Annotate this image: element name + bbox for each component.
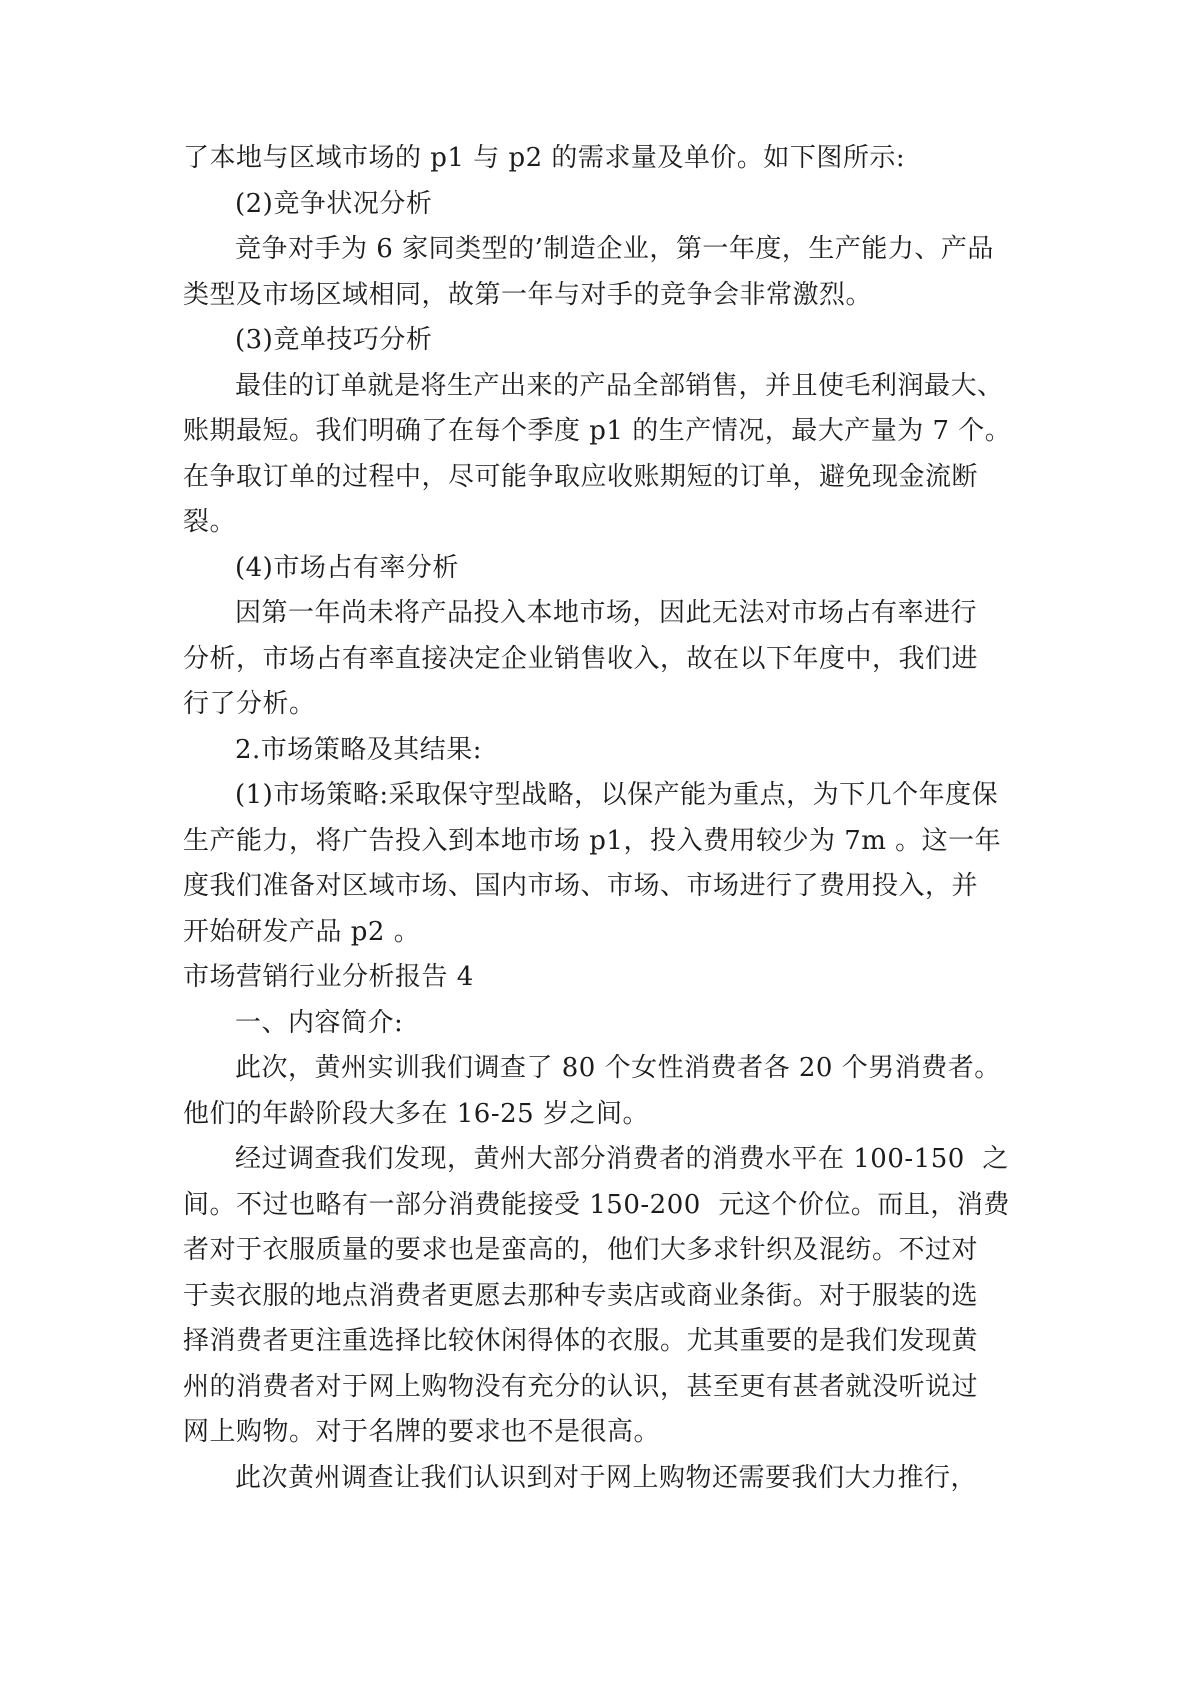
text-line: 州的消费者对于网上购物没有充分的认识，甚至更有甚者就没听说过 [183,1371,979,1402]
text-line: 了本地与区域市场的 p1 与 p2 的需求量及单价。如下图所示: [183,143,906,173]
paragraph-demand-price [183,136,1033,182]
text-line: 裂。 [183,507,237,537]
heading-competition-analysis [183,182,1033,228]
text-line: 账期最短。我们明确了在每个季度 p1 的生产情况，最大产量为 7 个。 [183,416,1012,446]
paragraph-survey-sample [183,1046,1033,1137]
paragraph-market-share [183,591,1033,728]
text-line: 者对于衣服质量的要求也是蛮高的，他们大多求针织及混纺。不过对 [183,1235,979,1265]
text-line: 类型及市场区域相同，故第一年与对手的竞争会非常激烈。 [183,279,873,310]
section-title-report-4 [183,955,1033,1001]
heading-market-strategy [183,728,1033,774]
text-line: (3)竞单技巧分析 [235,325,433,355]
text-line: 开始研发产品 p2 。 [183,916,421,947]
text-line: 因第一年尚未将产品投入本地市场，因此无法对市场占有率进行 [235,598,978,628]
text-line: 此次黄州调查让我们认识到对于网上购物还需要我们大力推行， [235,1462,978,1493]
heading-content-summary [183,1001,1033,1047]
paragraph-competitors [183,227,1033,318]
text-line: 度我们准备对区域市场、国内市场、市场、市场进行了费用投入，并 [183,871,979,901]
text-line: 网上购物。对于名牌的要求也不是很高。 [183,1417,661,1447]
text-line: 他们的年龄阶段大多在 16-25 岁之间。 [183,1098,649,1129]
text-line: (4)市场占有率分析 [235,552,459,583]
text-line: 择消费者更注重选择比较休闲得体的衣服。尤其重要的是我们发现黄 [183,1326,979,1356]
text-line: 分析，市场占有率直接决定企业销售收入，故在以下年度中，我们进 [183,643,979,674]
text-line: 间。不过也略有一部分消费能接受 150-200 元这个价位。而且，消费 [183,1189,1010,1220]
paragraph-online-shopping [183,1456,1033,1502]
text-line: 生产能力，将广告投入到本地市场 p1，投入费用较少为 7m 。这一年 [183,825,1002,856]
heading-market-share [183,546,1033,592]
text-line: 行了分析。 [183,689,316,719]
document-body [183,136,1033,1501]
heading-bidding-skills [183,318,1033,364]
text-line: 此次，黄州实训我们调查了 80 个女性消费者各 20 个男消费者。 [235,1053,1001,1083]
text-line: 一、内容简介: [235,1007,404,1038]
paragraph-survey-findings [183,1137,1033,1456]
text-line: (2)竞争状况分析 [235,188,433,219]
paragraph-strategy [183,773,1033,955]
text-line: 2.市场策略及其结果: [235,734,483,765]
text-line: 经过调查我们发现，黄州大部分消费者的消费水平在 100-150 之 [235,1144,1009,1174]
paragraph-best-orders [183,364,1033,546]
text-line: 在争取订单的过程中，尽可能争取应收账期短的订单，避免现金流断 [183,461,979,492]
text-line: 最佳的订单就是将生产出来的产品全部销售，并且使毛利润最大、 [235,370,1004,401]
text-line: 于卖衣服的地点消费者更愿去那种专卖店或商业条街。对于服装的选 [183,1280,979,1311]
text-line: (1)市场策略:采取保守型战略，以保产能为重点，为下几个年度保 [235,780,999,810]
text-line: 竞争对手为 6 家同类型的’制造企业，第一年度，生产能力、产品 [235,234,994,264]
text-line: 市场营销行业分析报告 4 [183,962,474,992]
